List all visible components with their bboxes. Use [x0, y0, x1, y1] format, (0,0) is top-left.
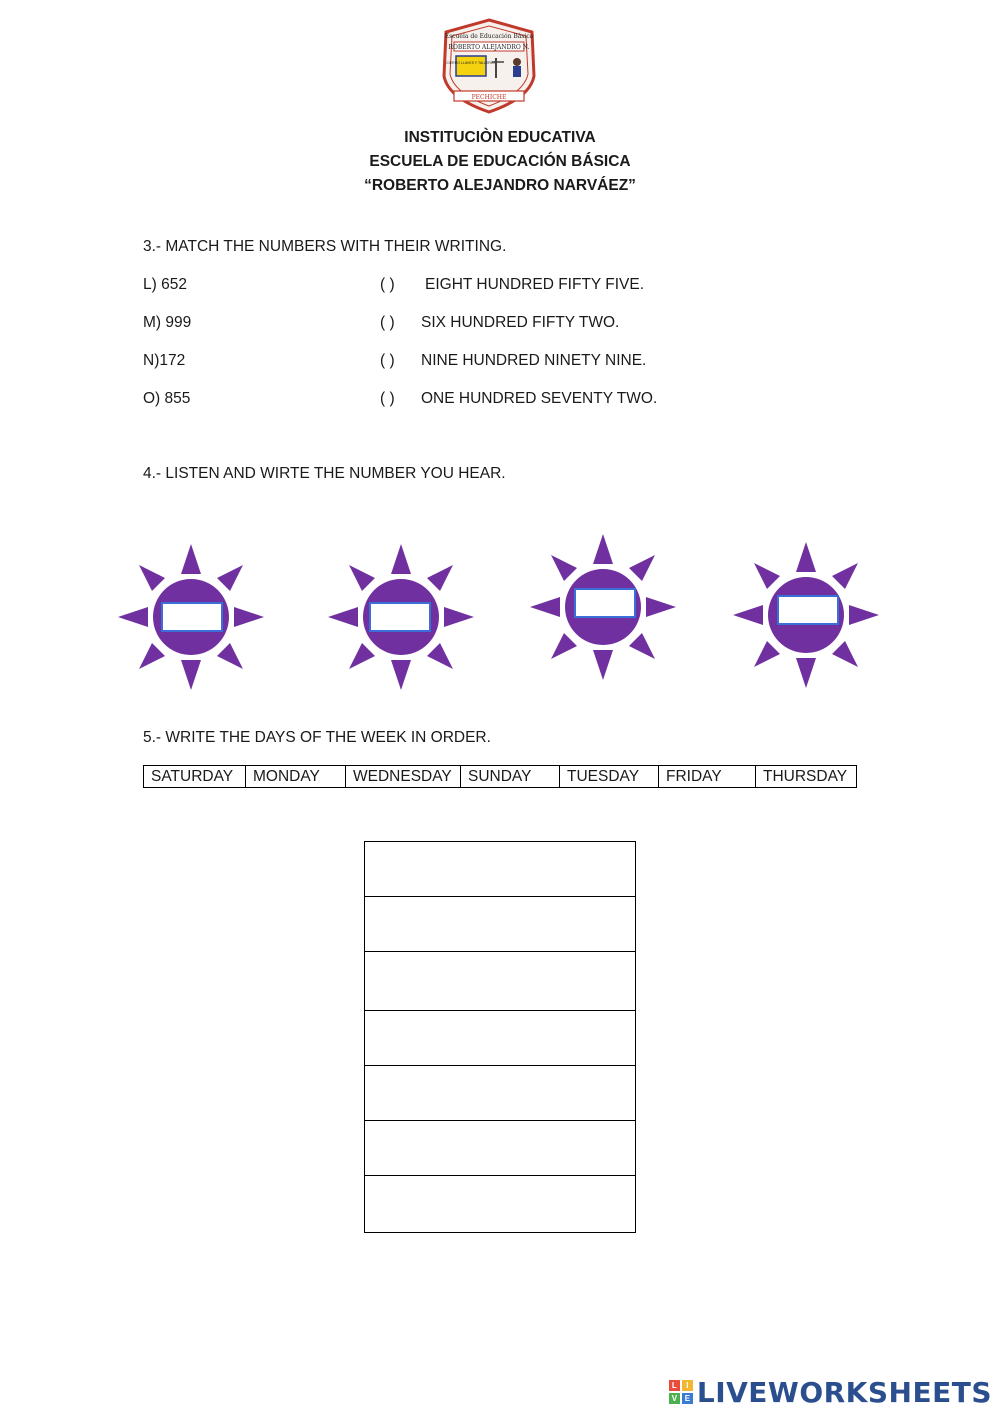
match-text-1: EIGHT HUNDRED FIFTY FIVE. [425, 276, 645, 293]
liveworksheets-blocks-icon: L I V E [669, 1380, 693, 1404]
day-cell: WEDNESDAY [346, 766, 461, 788]
liveworksheets-logo [669, 1377, 992, 1407]
sun-icon [326, 542, 476, 692]
section-3-title: 3.- MATCH THE NUMBERS WITH THEIR WRITING. [143, 238, 507, 255]
answer-box-1[interactable] [161, 602, 223, 632]
sun-icon [116, 542, 266, 692]
match-text-4: ONE HUNDRED SEVENTY TWO. [421, 390, 658, 407]
sun-icon [528, 532, 678, 682]
heading-line-3: “ROBERTO ALEJANDRO NARVÁEZ” [364, 177, 636, 194]
answer-box-3[interactable] [574, 588, 636, 618]
sun-icon [731, 540, 881, 690]
day-cell: THURSDAY [756, 766, 857, 788]
order-answer-slot[interactable] [365, 1176, 636, 1233]
section-4-title: 4.- LISTEN AND WIRTE THE NUMBER YOU HEAR. [143, 465, 506, 482]
days-table [143, 765, 857, 788]
day-cell: FRIDAY [659, 766, 756, 788]
order-answer-slot[interactable] [365, 897, 636, 952]
svg-text:ROBERTO ALEJANDRO N.: ROBERTO ALEJANDRO N. [448, 44, 530, 51]
svg-text:PECHICHE: PECHICHE [471, 94, 507, 101]
match-answer-slot-3[interactable]: ( ) [380, 352, 395, 369]
match-answer-slot-4[interactable]: ( ) [380, 390, 395, 407]
answer-box-4[interactable] [777, 595, 839, 625]
answer-box-2[interactable] [369, 602, 431, 632]
order-answer-slot[interactable] [365, 1011, 636, 1066]
day-cell: SUNDAY [461, 766, 560, 788]
match-number-o: O) 855 [143, 390, 191, 407]
match-number-l: L) 652 [143, 276, 187, 293]
svg-text:Escuela de Educación Básica: Escuela de Educación Básica [444, 33, 534, 40]
order-answer-slot[interactable] [365, 842, 636, 897]
match-text-3: NINE HUNDRED NINETY NINE. [421, 352, 647, 369]
heading-line-2: ESCUELA DE EDUCACIÓN BÁSICA [369, 153, 631, 170]
match-text-2: SIX HUNDRED FIFTY TWO. [421, 314, 620, 331]
match-answer-slot-1[interactable]: ( ) [380, 276, 395, 293]
order-answer-slot[interactable] [365, 1066, 636, 1121]
match-answer-slot-2[interactable]: ( ) [380, 314, 395, 331]
order-answer-slot[interactable] [365, 1121, 636, 1176]
school-crest [440, 18, 538, 114]
section-5-title: 5.- WRITE THE DAYS OF THE WEEK IN ORDER. [143, 729, 491, 746]
day-cell: TUESDAY [560, 766, 659, 788]
svg-text:CIERRO LLAVES Y TALLERES: CIERRO LLAVES Y TALLERES [446, 61, 496, 65]
order-answer-slot[interactable] [365, 952, 636, 1011]
match-number-m: M) 999 [143, 314, 192, 331]
liveworksheets-brand: LIVEWORKSHEETS [696, 1375, 992, 1409]
day-cell: MONDAY [246, 766, 346, 788]
heading-line-1: INSTITUCIÒN EDUCATIVA [404, 129, 596, 146]
day-cell: SATURDAY [144, 766, 246, 788]
match-number-n: N)172 [143, 352, 186, 369]
order-answer-table [364, 841, 636, 1233]
